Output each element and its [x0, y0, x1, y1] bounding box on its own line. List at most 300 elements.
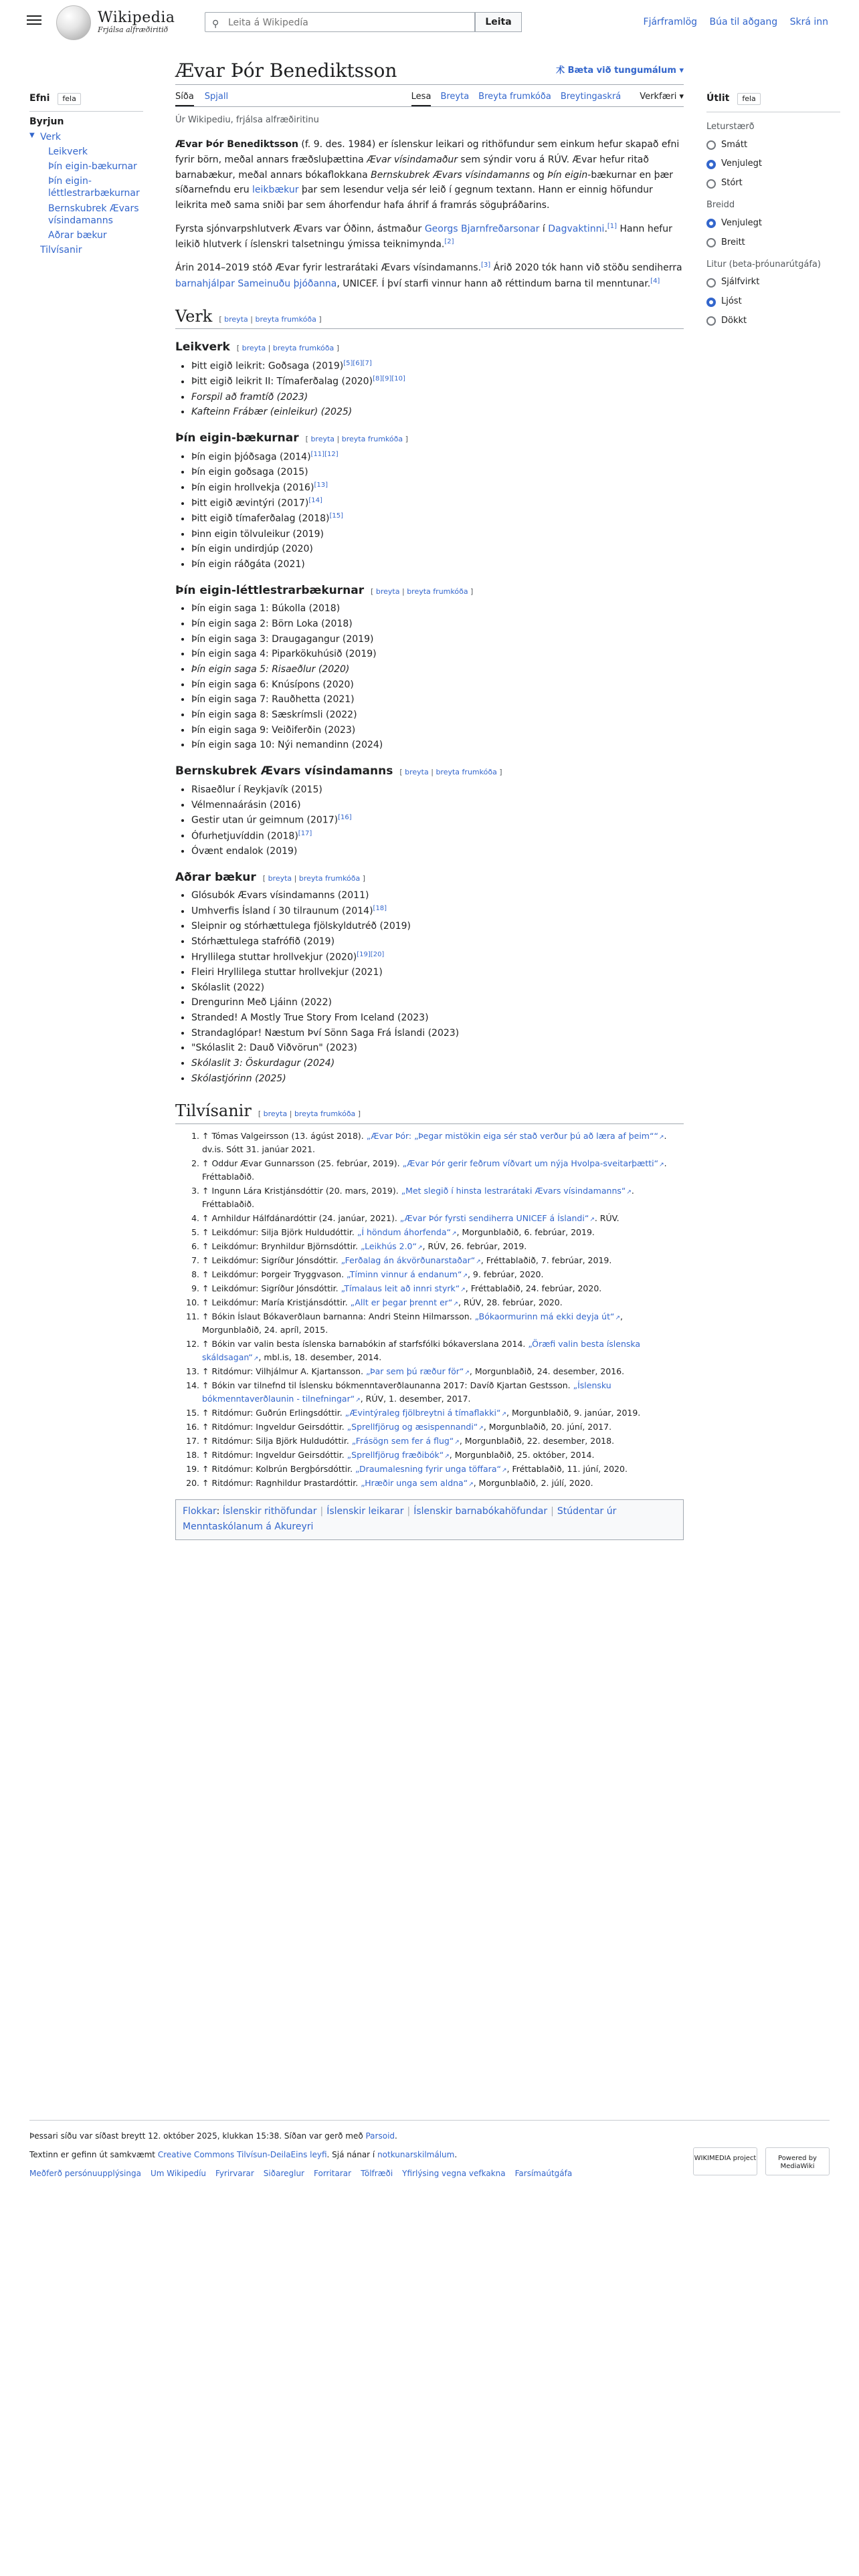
work-title: Umhverfis Ísland í 30 tilraunum (2014)	[191, 905, 373, 917]
ref-link[interactable]: [8][9][10]	[373, 375, 405, 383]
reference-text: ↑ Ritdómur: Kolbrún Bergþórsdóttir.	[202, 1463, 356, 1474]
reference-link[interactable]: „Öræfi valin besta íslenska skáldsagan“ ↗	[202, 1339, 640, 1362]
reference-link[interactable]: „Frásögn sem fer á flug“ ↗	[352, 1436, 460, 1446]
edit-links: [ breyta | breyta frumkóða ]	[219, 314, 322, 324]
radio-button[interactable]	[706, 160, 716, 169]
work-title: Þín eigin saga 3: Draugagangur (2019)	[191, 633, 374, 645]
reference-text: . dv.is. Sótt 31. janúar 2021.	[202, 1130, 667, 1154]
edit-source-link[interactable]: breyta frumkóða	[436, 768, 497, 777]
radio-option[interactable]	[706, 217, 840, 231]
reference-item	[202, 1254, 684, 1267]
tab-talk[interactable]: Spjall	[204, 92, 229, 102]
work-title: Þín eigin saga 6: Knúsípons (2020)	[191, 679, 354, 690]
page-title	[175, 59, 684, 85]
subsection-heading	[175, 431, 684, 447]
intro-paragraph-2: Fyrsta sjónvarpshlutverk Ævars var Óðinn, ástmaður Georgs Bjarnfreðarsonar í Dagvaktinni.[1] Hann hefur leikið hlutverk í íslenskri talsetningu ýmissa teiknimynda.[2]	[175, 222, 672, 250]
reference-text: . Fréttablaðið.	[202, 1158, 667, 1182]
reference-link[interactable]: „Ævar Þór: „Þegar mistökin eiga sér stað verður þú að læra af þeim““ ↗	[367, 1131, 664, 1141]
reference-text: , mbl.is, 18. desember, 2014.	[258, 1352, 382, 1362]
reference-item	[202, 1282, 684, 1295]
category-link[interactable]: Íslenskir leikarar	[326, 1505, 404, 1517]
work-title: Þín eigin goðsaga (2015)	[191, 466, 308, 477]
list-item	[191, 449, 684, 465]
reference-text: ↑ Ritdómur: Silja Björk Huldudóttir.	[202, 1435, 352, 1446]
text: (f. 9. des. 1984) er íslenskur leikari og rithöfundur sem einkum hefur skapað efni fyrir börn, meðal annars fræðsluþættina	[175, 139, 680, 165]
radio-label: Breitt	[721, 237, 745, 247]
ref-link[interactable]: [16]	[338, 814, 352, 822]
link-dagvaktin[interactable]: Dagvaktinni	[548, 223, 605, 235]
list-item	[191, 692, 684, 708]
work-title: Þitt eigið leikrit: Goðsaga (2019)	[191, 360, 344, 372]
list-item	[191, 617, 684, 632]
ref-link[interactable]: [2]	[444, 237, 454, 245]
parsoid-link[interactable]: Parsoid	[365, 2131, 395, 2141]
header	[0, 0, 859, 44]
table-of-contents	[29, 91, 143, 259]
license-link[interactable]: Creative Commons Tilvísun-DeilaEins leyfi	[157, 2150, 327, 2159]
list-item	[191, 465, 684, 480]
list-item	[191, 405, 684, 420]
list-item	[191, 934, 684, 950]
list-item	[191, 1056, 684, 1071]
reference-text: ↑ Bókin Íslaut Bókaverðlaun barnanna: Andri Steinn Hilmarsson.	[202, 1311, 475, 1321]
tab-edit-source[interactable]: Breyta frumkóða	[478, 92, 551, 102]
section-heading-verk	[175, 306, 684, 329]
reference-text: , Fréttablaðið, 24. febrúar, 2020.	[465, 1283, 602, 1293]
works-list	[175, 782, 684, 859]
work-title: Þín eigin saga 8: Sæskrímsli (2022)	[191, 710, 357, 721]
toc-item-start[interactable]: Byrjun	[29, 116, 64, 128]
intro-paragraph-1	[175, 137, 684, 213]
text: Þessari síðu var síðast breytt 12. október 2025, klukkan 15:38. Síðan var gerð með	[29, 2131, 366, 2141]
reference-text: , Fréttablaðið, 7. febrúar, 2019.	[480, 1255, 612, 1265]
reference-text: . Fréttablaðið.	[202, 1185, 634, 1209]
references-list	[175, 1130, 684, 1490]
link-georg[interactable]: Georgs Bjarnfreðarsonar	[424, 223, 540, 235]
reference-text: , Morgunblaðið, 2. júlí, 2020.	[473, 1477, 593, 1488]
edit-link[interactable]: breyta	[405, 768, 429, 777]
text: Árin 2014–2019 stóð Ævar fyrir lestrarátaki Ævars vísindamanns.	[175, 262, 482, 274]
work-title: Þín eigin saga 4: Piparkökuhúsið (2019)	[191, 649, 377, 660]
edit-link[interactable]: breyta	[224, 314, 248, 324]
wikimedia-badge[interactable]: WIKIMEDIA project	[693, 2147, 757, 2175]
list-item	[191, 496, 684, 511]
reference-text: ↑ Leikdómur: Þorgeir Tryggvason.	[202, 1269, 347, 1279]
ref-link[interactable]: [11][12]	[310, 450, 339, 458]
ref-link[interactable]: [3]	[481, 261, 491, 270]
reference-link[interactable]: „Met slegið í hinsta lestrarátaki Ævars vísindamanns“ ↗	[401, 1186, 632, 1196]
toc-item-leikverk[interactable]: Leikverk	[48, 146, 88, 157]
text: . Sjá nánar í	[326, 2150, 378, 2159]
search-box[interactable]	[205, 12, 475, 32]
reference-item	[202, 1337, 684, 1364]
work-title: Skólastjórinn (2025)	[191, 1073, 286, 1084]
work-title: Þín eigin saga 9: Veiðiferðin (2023)	[191, 724, 356, 736]
reference-item	[202, 1434, 684, 1448]
radio-button[interactable]	[706, 278, 716, 288]
work-title: Þín eigin saga 10: Nýi nemandinn (2024)	[191, 740, 383, 751]
create-account-link[interactable]: Búa til aðgang	[709, 17, 778, 27]
footer-link[interactable]: Um Wikipedíu	[150, 2169, 207, 2178]
color-options	[706, 276, 840, 328]
reference-link[interactable]: „Draumalesning fyrir unga töffara“ ↗	[355, 1464, 506, 1474]
edit-link[interactable]: breyta	[268, 873, 292, 883]
radio-label: Venjulegt	[721, 217, 762, 228]
list-item	[191, 995, 684, 1010]
edit-link[interactable]: breyta	[375, 586, 400, 596]
work-title: Strandaglópar! Næstum Því Sönn Saga Frá Íslandi (2023)	[191, 1027, 460, 1039]
reference-item	[202, 1406, 684, 1420]
radio-label: Dökkt	[721, 316, 747, 326]
toc-divider	[29, 111, 143, 112]
reference-item	[202, 1365, 684, 1378]
reference-item	[202, 1240, 684, 1253]
radio-button[interactable]	[706, 219, 716, 228]
list-item	[191, 813, 684, 828]
list-item	[191, 511, 684, 526]
footer-link[interactable]: Tölfræði	[361, 2169, 393, 2178]
appearance-hide-button[interactable]: fela	[737, 93, 760, 105]
site-tagline: Úr Wikipediu, frjálsa alfræðiritinu	[175, 115, 319, 126]
list-item	[191, 950, 684, 965]
edit-source-link[interactable]: breyta frumkóða	[272, 344, 335, 353]
reference-item	[202, 1420, 684, 1434]
heading-text: Þín eigin-léttlestrarbækurnar	[175, 583, 365, 597]
work-title: Sleipnir og stórhættulega fjölskyldutréð (2019)	[191, 921, 411, 932]
ref-link[interactable]: [14]	[308, 496, 322, 504]
list-item	[191, 1041, 684, 1056]
reference-link[interactable]: „Sprellfjörug og æsispennandi“ ↗	[347, 1422, 484, 1432]
reference-item	[202, 1212, 684, 1225]
list-item	[191, 527, 684, 542]
ref-link[interactable]: [15]	[329, 512, 344, 520]
list-item	[191, 980, 684, 996]
footer-link[interactable]: Siðareglur	[263, 2169, 304, 2178]
ref-link[interactable]: [4]	[650, 277, 660, 285]
reference-item	[202, 1157, 684, 1184]
work-title: Þín eigin þjóðsaga (2014)	[191, 451, 311, 463]
list-item	[191, 903, 684, 919]
width-options	[706, 217, 840, 250]
text: , UNICEF. Í því starfi vinnur hann að réttindum barna til menntunar.	[337, 278, 651, 290]
works-list	[175, 601, 684, 753]
radio-option[interactable]	[706, 295, 840, 309]
reference-text: ↑ Ritdómur: Ingveldur Geirsdóttir.	[202, 1421, 347, 1432]
list-item	[191, 480, 684, 496]
radio-button[interactable]	[706, 140, 716, 150]
radio-option[interactable]	[706, 138, 840, 152]
work-title: Þín eigin saga 1: Búkolla (2018)	[191, 603, 341, 615]
reference-text: ↑ Leikdómur: Silja Björk Huldudóttir.	[202, 1226, 357, 1237]
list-item	[191, 1071, 684, 1087]
toc-title: Efni	[29, 93, 50, 104]
toc-item-tilvisanir[interactable]: Tilvísanir	[40, 245, 82, 256]
radio-option[interactable]	[706, 276, 840, 290]
language-icon: 术	[556, 66, 565, 76]
reference-text: ↑ Oddur Ævar Gunnarsson (25. febrúar, 2019).	[202, 1158, 403, 1168]
reference-text: ↑ Tómas Valgeirsson (13. ágúst 2018).	[202, 1130, 367, 1141]
work-title: Stranded! A Mostly True Story From Iceland (2023)	[191, 1012, 429, 1024]
ref-link[interactable]: [1]	[607, 222, 617, 230]
reference-link[interactable]: „Ævar Þór gerir feðrum víðvart um nýja Hvolpa-sveitarþætti“ ↗	[403, 1158, 664, 1168]
list-item	[191, 557, 684, 572]
footer-link[interactable]: Yfirlýsing vegna vefkakna	[402, 2169, 506, 2178]
reference-text: , Morgunblaðið, 24. apríl, 2015.	[202, 1311, 624, 1335]
ref-link[interactable]: [13]	[314, 481, 328, 489]
text: í	[539, 223, 549, 235]
edit-links: [ breyta | breyta frumkóða ]	[258, 1109, 361, 1119]
edit-link[interactable]: breyta	[263, 1109, 288, 1119]
reference-link[interactable]: „Hræðir unga sem aldna“ ↗	[361, 1478, 474, 1488]
text: Þín eigin	[547, 169, 588, 181]
ref-link[interactable]: [17]	[298, 829, 312, 837]
reference-text: , Morgunblaðið, 6. febrúar, 2019.	[456, 1226, 595, 1237]
text: -bækurnar en þær síðarnefndu eru	[175, 169, 674, 196]
reference-link[interactable]: „Þar sem þú ræður för“ ↗	[366, 1366, 470, 1376]
terms-link[interactable]: notkunarskilmálum	[377, 2150, 455, 2159]
work-title: Þín eigin saga 7: Rauðhetta (2021)	[191, 694, 355, 706]
list-item	[191, 632, 684, 647]
reference-item	[202, 1310, 684, 1337]
main-content	[175, 59, 684, 1540]
tab-read[interactable]: Lesa	[411, 92, 432, 106]
intro-paragraph-3	[175, 260, 684, 292]
radio-button[interactable]	[706, 238, 716, 247]
reference-item	[202, 1184, 684, 1211]
toc-item-verk-row	[29, 131, 143, 143]
ref-link[interactable]: [19][20]	[357, 950, 385, 958]
reference-text: ↑ Leikdómur: Sigríður Jónsdóttir.	[202, 1283, 341, 1293]
text: Bernskubrek Ævars vísindamanns	[371, 169, 531, 181]
subsection-heading	[175, 764, 684, 780]
edit-link[interactable]: breyta	[310, 434, 335, 443]
work-title: Þín eigin ráðgáta (2021)	[191, 558, 305, 570]
text: sem sýndir voru á RÚV. Ævar hefur ritað barnabækur, meðal annars bókaflokkana	[175, 154, 649, 181]
login-link[interactable]: Skrá inn	[789, 17, 828, 27]
toc-item-thin-eigin[interactable]: Þín eigin-bækurnar	[48, 160, 137, 172]
reference-link[interactable]: „Íslensku bókmenntaverðlaunin - tilnefningar“ ↗	[202, 1380, 611, 1404]
work-title: Forspil að framtíð (2023)	[191, 391, 308, 403]
chevron-down-icon[interactable]: ▼	[29, 131, 35, 139]
reference-text: ↑ Leikdómur: Sigríður Jónsdóttir.	[202, 1255, 341, 1265]
categories-box: Flokkar: Íslenskir rithöfundar | Íslenskir leikarar | Íslenskir barnabókahöfundar | Stúdentar úr Menntaskólanum á Akureyri	[175, 1499, 684, 1541]
wikipedia-globe-logo[interactable]	[56, 5, 91, 40]
list-item	[191, 374, 684, 389]
edit-source-link[interactable]: breyta frumkóða	[341, 434, 403, 443]
work-title: "Skólaslit 2: Dauð Viðvörun" (2023)	[191, 1043, 357, 1054]
toc-item-verk[interactable]: Verk	[40, 131, 61, 142]
reference-item	[202, 1226, 684, 1239]
work-title: Þín eigin saga 2: Börn Loka (2018)	[191, 619, 353, 630]
reference-text: , Morgunblaðið, 25. október, 2014.	[449, 1449, 595, 1460]
reference-link[interactable]: „Bókaormurinn má ekki deyja út“ ↗	[475, 1311, 620, 1321]
category-link[interactable]: Íslenskir rithöfundar	[222, 1505, 317, 1517]
reference-item	[202, 1268, 684, 1281]
work-title: Þín eigin saga 5: Risaeðlur (2020)	[191, 664, 350, 675]
footer	[29, 2120, 830, 2180]
edit-source-link[interactable]: breyta frumkóða	[298, 873, 361, 883]
link-unicef[interactable]: barnahjálpar Sameinuðu þjóðanna	[175, 278, 337, 290]
work-title: Hryllilega stuttar hrollvekjur (2020)	[191, 952, 357, 963]
reference-link[interactable]: „Sprellfjörug fræðibók“ ↗	[347, 1450, 450, 1460]
heading-text: Tilvísanir	[175, 1101, 252, 1121]
list-item	[191, 723, 684, 738]
link-leikbaekur[interactable]: leikbækur	[252, 185, 299, 196]
edit-source-link[interactable]: breyta frumkóða	[407, 586, 468, 596]
reference-text: ↑ Arnhildur Hálfdánardóttir (24. janúar, 2021).	[202, 1212, 400, 1223]
radio-option[interactable]	[706, 236, 840, 250]
footer-link[interactable]: Meðferð persónuupplýsinga	[29, 2169, 141, 2178]
work-title: Þitt eigið ævintýri (2017)	[191, 498, 309, 509]
toc-item-adrar-baekur[interactable]: Aðrar bækur	[48, 229, 107, 241]
reference-link[interactable]: „Ævintýraleg fjölbreytni á tímaflakki“ ↗	[345, 1408, 506, 1418]
edit-links: [ breyta | breyta frumkóða ]	[305, 434, 408, 443]
donate-link[interactable]: Fjárframlög	[643, 17, 698, 27]
search-button[interactable]: Leita	[475, 12, 522, 32]
list-item	[191, 798, 684, 813]
reference-link[interactable]: „Í höndum áhorfenda“ ↗	[357, 1227, 457, 1237]
tab-page[interactable]: Síða	[175, 92, 194, 106]
radio-button[interactable]	[706, 298, 716, 307]
radio-option[interactable]	[706, 314, 840, 328]
edit-links: [ breyta | breyta frumkóða ]	[399, 768, 502, 777]
reference-text: ↑ Ritdómur: Ingveldur Geirsdóttir.	[202, 1449, 347, 1460]
category-separator: |	[407, 1505, 411, 1517]
page-tabs	[175, 85, 684, 107]
footer-link[interactable]: Fyrirvarar	[215, 2169, 254, 2178]
add-languages-button[interactable]: 术 Bæta við tungumálum ▾	[556, 66, 684, 76]
list-item	[191, 601, 684, 617]
edit-link[interactable]: breyta	[242, 344, 266, 353]
reference-text: ↑ Ritdómur: Vilhjálmur A. Kjartansson.	[202, 1366, 367, 1376]
category-separator: |	[320, 1505, 324, 1517]
list-item	[191, 647, 684, 662]
categories-label[interactable]: Flokkar	[183, 1505, 217, 1517]
search-icon: ⚲	[212, 19, 219, 29]
reference-text: , RÚV, 26. febrúar, 2019.	[422, 1241, 527, 1251]
work-title: Þinn eigin tölvuleikur (2019)	[191, 528, 324, 540]
tab-edit[interactable]: Breyta	[440, 92, 470, 102]
reference-link[interactable]: „Allt er þegar þrennt er“ ↗	[351, 1297, 458, 1307]
reference-text: ↑ Leikdómur: María Kristjánsdóttir.	[202, 1297, 351, 1307]
list-item	[191, 888, 684, 903]
user-links	[634, 15, 828, 29]
appearance-panel	[706, 91, 840, 334]
list-item	[191, 390, 684, 405]
subject-name: Ævar Þór Benediktsson	[175, 139, 298, 150]
reference-text: , Fréttablaðið, 11. júní, 2020.	[506, 1463, 628, 1474]
tools-menu[interactable]: Verkfæri ▾	[640, 92, 684, 102]
main-menu-icon[interactable]	[27, 13, 41, 28]
work-title: Óvænt endalok (2019)	[191, 845, 298, 857]
search-input[interactable]	[227, 15, 470, 30]
radio-option[interactable]	[706, 177, 840, 191]
reference-text: , Morgunblaðið, 9. janúar, 2019.	[506, 1407, 641, 1418]
toc-item-bernskubrek[interactable]: Bernskubrek Ævars vísindamanns	[48, 203, 139, 226]
edit-source-link[interactable]: breyta frumkóða	[294, 1109, 356, 1119]
reference-item	[202, 1477, 684, 1490]
width-label: Breidd	[706, 200, 735, 211]
work-title: Vélmennaárásin (2016)	[191, 799, 301, 811]
list-item	[191, 542, 684, 557]
reference-text: , Morgunblaðið, 22. desember, 2018.	[459, 1435, 615, 1446]
work-title: Drengurinn Með Ljáinn (2022)	[191, 997, 332, 1008]
reference-text: ↑ Bókin var valin besta íslenska barnabókin af starfsfólki bókaverslana 2014.	[202, 1338, 529, 1349]
list-item	[191, 662, 684, 677]
reference-text: ↑ Bókin var tilnefnd til Íslensku bókmenntaverðlaunanna 2017: Davíð Kjartan Gestsson.	[202, 1380, 573, 1390]
category-link[interactable]: Íslenskir barnabókahöfundar	[413, 1505, 548, 1517]
category-link[interactable]: Stúdentar úr Menntaskólanum á Akureyri	[183, 1505, 617, 1533]
list-item	[191, 1026, 684, 1041]
subsection-heading	[175, 870, 684, 886]
category-separator: |	[551, 1505, 554, 1517]
text: Ævar vísindamaður	[367, 154, 458, 165]
radio-label: Ljóst	[721, 296, 742, 307]
reference-text: ↑ Leikdómur: Brynhildur Björnsdóttir.	[202, 1241, 361, 1251]
reference-text: , RÚV, 1. desember, 2017.	[360, 1393, 471, 1404]
footer-link[interactable]: Farsímaútgáfa	[514, 2169, 573, 2178]
radio-option[interactable]	[706, 157, 840, 171]
radio-button[interactable]	[706, 316, 716, 326]
reference-link[interactable]: „Leikhús 2.0“ ↗	[361, 1241, 422, 1251]
reference-text: ↑ Ritdómur: Ragnhildur Þrastardóttir.	[202, 1477, 361, 1488]
work-title: Risaeðlur í Reykjavík (2015)	[191, 784, 322, 795]
ref-link[interactable]: [5][6][7]	[343, 359, 372, 367]
reference-text: , Morgunblaðið, 24. desember, 2016.	[469, 1366, 625, 1376]
reference-link[interactable]: „Ævar Þór fyrsti sendiherra UNICEF á Íslandi“ ↗	[400, 1213, 595, 1223]
radio-label: Venjulegt	[721, 158, 762, 169]
reference-link[interactable]: „Tímalaus leit að innri styrk“ ↗	[341, 1283, 466, 1293]
reference-item	[202, 1130, 684, 1156]
reference-item	[202, 1296, 684, 1309]
works-list	[175, 358, 684, 420]
toc-hide-button[interactable]: fela	[58, 93, 80, 105]
text: Hann hefur leikið hlutverk í íslenskri talsetningu ýmissa teiknimynda.	[175, 223, 672, 250]
edit-links: [ breyta | breyta frumkóða ]	[236, 344, 340, 353]
ref-link[interactable]: [18]	[373, 905, 387, 913]
heading-text: Verk	[175, 306, 213, 326]
mediawiki-badge[interactable]: Powered by MediaWiki	[765, 2147, 830, 2175]
reference-text: , Morgunblaðið, 20. júní, 2017.	[483, 1421, 612, 1432]
add-languages-label: Bæta við tungumálum	[567, 66, 676, 76]
reference-link[interactable]: „Ferðalag án ákvörðunarstaðar“ ↗	[341, 1255, 481, 1265]
heading-text: Aðrar bækur	[175, 870, 256, 884]
radio-label: Smátt	[721, 139, 748, 150]
edit-links: [ breyta | breyta frumkóða ]	[262, 873, 366, 883]
reference-text: , 9. febrúar, 2020.	[467, 1269, 544, 1279]
radio-button[interactable]	[706, 179, 716, 189]
text: Fyrsta sjónvarpshlutverk Ævars var Óðinn, ástmaður	[175, 223, 425, 235]
toc-item-lettlestrar[interactable]: Þín eigin-léttlestrarbækurnar	[48, 176, 140, 199]
list-item	[191, 782, 684, 798]
reference-text: . RÚV.	[594, 1212, 619, 1223]
list-item	[191, 919, 684, 934]
text-size-options	[706, 138, 840, 191]
reference-text: ↑ Ingunn Lára Kristjánsdóttir (20. mars, 2019).	[202, 1185, 401, 1196]
footer-license: Textinn er gefinn út samkvæmt Creative Commons Tilvísun-DeilaEins leyfi. Sjá nánar í notkunarskilmálum.	[29, 2150, 458, 2159]
edit-source-link[interactable]: breyta frumkóða	[255, 314, 316, 324]
reference-link[interactable]: „Tíminn vinnur á endanum“ ↗	[347, 1269, 468, 1279]
tab-history[interactable]: Breytingaskrá	[560, 92, 622, 102]
footer-last-edit: Þessari síðu var síðast breytt 12. október 2025, klukkan 15:38. Síðan var gerð með Parsoid.	[29, 2131, 397, 2141]
work-title: Gestir utan úr geimnum (2017)	[191, 815, 339, 826]
works-sections	[175, 340, 684, 1086]
footer-link[interactable]: Forritarar	[314, 2169, 352, 2178]
text-size-label: Leturstærð	[706, 121, 755, 132]
logo-title[interactable]: Wikipedia	[98, 9, 175, 26]
text: Textinn er gefinn út samkvæmt	[29, 2150, 158, 2159]
work-title: Kafteinn Frábær (einleikur) (2025)	[191, 407, 353, 418]
